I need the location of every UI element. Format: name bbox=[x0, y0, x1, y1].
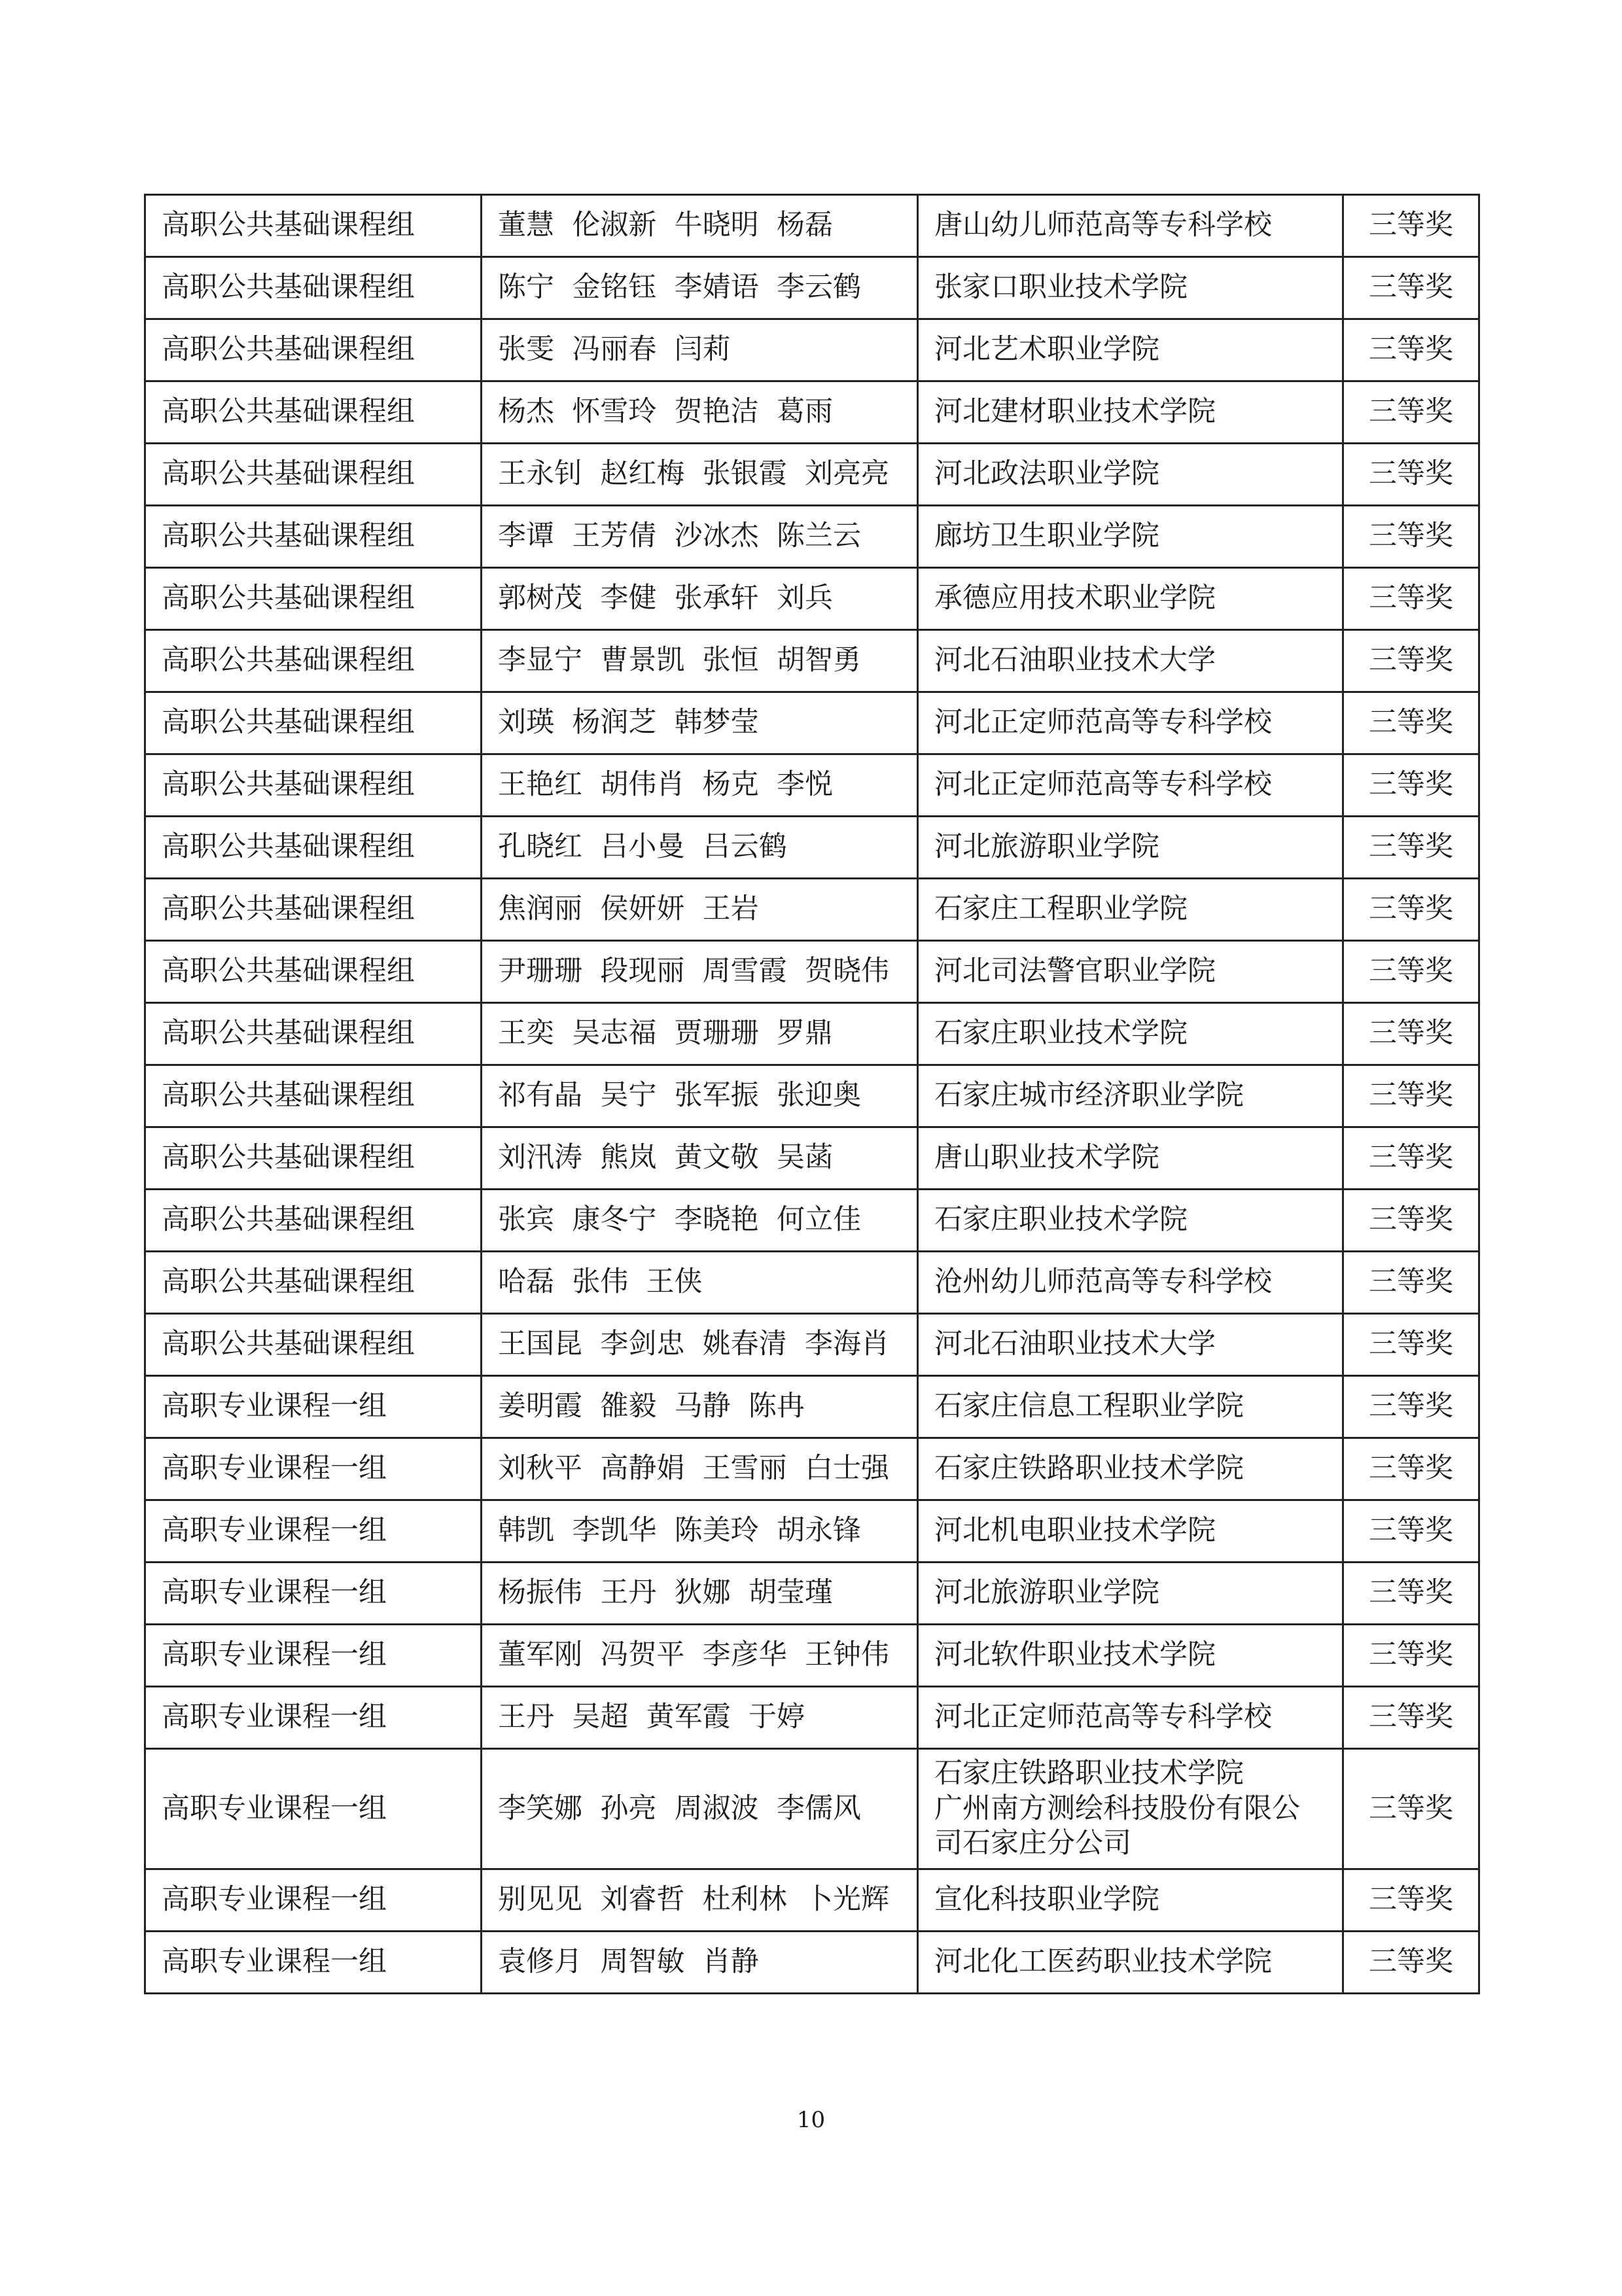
table-row bbox=[145, 1252, 1479, 1314]
group-cell: 高职公共基础课程组 bbox=[145, 941, 482, 1003]
group-cell: 高职公共基础课程组 bbox=[145, 506, 482, 568]
group-cell: 高职公共基础课程组 bbox=[145, 692, 482, 754]
members-cell: 韩凯 李凯华 陈美玲 胡永锋 bbox=[482, 1500, 918, 1563]
school-cell bbox=[918, 319, 1343, 381]
school-cell bbox=[918, 1190, 1343, 1252]
table-row bbox=[145, 1190, 1479, 1252]
school-name: 河北旅游职业学院 bbox=[934, 830, 1159, 864]
award-cell: 三等奖 bbox=[1343, 444, 1479, 506]
award-cell: 三等奖 bbox=[1343, 692, 1479, 754]
school-cell bbox=[918, 568, 1343, 630]
awards-table-body bbox=[145, 195, 1479, 1994]
table-row bbox=[145, 195, 1479, 257]
group-cell: 高职专业课程一组 bbox=[145, 1869, 482, 1932]
members-cell: 哈磊 张伟 王侠 bbox=[482, 1252, 918, 1314]
members-cell: 王永钊 赵红梅 张银霞 刘亮亮 bbox=[482, 444, 918, 506]
school-name: 宣化科技职业学院 bbox=[934, 1883, 1159, 1916]
award-cell: 三等奖 bbox=[1343, 754, 1479, 817]
award-cell: 三等奖 bbox=[1343, 1065, 1479, 1127]
group-cell: 高职公共基础课程组 bbox=[145, 879, 482, 941]
group-cell: 高职公共基础课程组 bbox=[145, 257, 482, 319]
group-cell: 高职公共基础课程组 bbox=[145, 319, 482, 381]
school-name: 唐山幼儿师范高等专科学校 bbox=[934, 209, 1272, 242]
school-cell bbox=[918, 941, 1343, 1003]
table-row bbox=[145, 1065, 1479, 1127]
members-cell: 李谭 王芳倩 沙冰杰 陈兰云 bbox=[482, 506, 918, 568]
school-cell bbox=[918, 1932, 1343, 1994]
table-row bbox=[145, 1625, 1479, 1687]
school-name: 河北化工医药职业技术学院 bbox=[934, 1945, 1272, 1979]
members-cell: 刘汛涛 熊岚 黄文敬 吴菡 bbox=[482, 1127, 918, 1190]
school-cell bbox=[918, 692, 1343, 754]
school-name: 沧州幼儿师范高等专科学校 bbox=[934, 1265, 1272, 1299]
school-name: 河北正定师范高等专科学校 bbox=[934, 1701, 1272, 1734]
school-name: 司石家庄分公司 bbox=[934, 1827, 1131, 1860]
table-row bbox=[145, 754, 1479, 817]
members-cell: 焦润丽 侯妍妍 王岩 bbox=[482, 879, 918, 941]
school-cell bbox=[918, 1127, 1343, 1190]
table-row bbox=[145, 506, 1479, 568]
award-cell: 三等奖 bbox=[1343, 506, 1479, 568]
school-cell bbox=[918, 381, 1343, 444]
table-row bbox=[145, 1563, 1479, 1625]
school-cell bbox=[918, 444, 1343, 506]
awards-table bbox=[144, 194, 1480, 1994]
award-cell: 三等奖 bbox=[1343, 817, 1479, 879]
award-cell: 三等奖 bbox=[1343, 941, 1479, 1003]
members-cell: 杨杰 怀雪玲 贺艳洁 葛雨 bbox=[482, 381, 918, 444]
table-row bbox=[145, 692, 1479, 754]
school-cell bbox=[918, 1065, 1343, 1127]
school-cell bbox=[918, 1376, 1343, 1438]
school-name: 广州南方测绘科技股份有限公 bbox=[934, 1792, 1300, 1825]
group-cell: 高职公共基础课程组 bbox=[145, 1190, 482, 1252]
table-row bbox=[145, 1932, 1479, 1994]
group-cell: 高职专业课程一组 bbox=[145, 1438, 482, 1500]
members-cell: 王艳红 胡伟肖 杨克 李悦 bbox=[482, 754, 918, 817]
group-cell: 高职公共基础课程组 bbox=[145, 195, 482, 257]
award-cell: 三等奖 bbox=[1343, 1625, 1479, 1687]
school-cell bbox=[918, 195, 1343, 257]
group-cell: 高职公共基础课程组 bbox=[145, 1252, 482, 1314]
school-cell bbox=[918, 1869, 1343, 1932]
group-cell: 高职专业课程一组 bbox=[145, 1749, 482, 1869]
school-cell bbox=[918, 1749, 1343, 1869]
table-row bbox=[145, 444, 1479, 506]
school-cell bbox=[918, 1500, 1343, 1563]
members-cell: 袁修月 周智敏 肖静 bbox=[482, 1932, 918, 1994]
award-cell: 三等奖 bbox=[1343, 1749, 1479, 1869]
school-cell bbox=[918, 506, 1343, 568]
table-row bbox=[145, 1687, 1479, 1749]
table-row bbox=[145, 1438, 1479, 1500]
award-cell: 三等奖 bbox=[1343, 879, 1479, 941]
table-row bbox=[145, 1500, 1479, 1563]
school-name: 河北机电职业技术学院 bbox=[934, 1514, 1216, 1547]
school-name: 河北建材职业技术学院 bbox=[934, 395, 1216, 429]
school-name: 河北正定师范高等专科学校 bbox=[934, 706, 1272, 739]
award-cell: 三等奖 bbox=[1343, 568, 1479, 630]
table-row bbox=[145, 1376, 1479, 1438]
members-cell: 陈宁 金铭钰 李婧语 李云鹤 bbox=[482, 257, 918, 319]
school-name: 石家庄城市经济职业学院 bbox=[934, 1079, 1244, 1112]
members-cell: 董慧 伦淑新 牛晓明 杨磊 bbox=[482, 195, 918, 257]
school-cell bbox=[918, 257, 1343, 319]
table-row bbox=[145, 1003, 1479, 1065]
members-cell: 李笑娜 孙亮 周淑波 李儒风 bbox=[482, 1749, 918, 1869]
members-cell: 王丹 吴超 黄军霞 于婷 bbox=[482, 1687, 918, 1749]
award-cell: 三等奖 bbox=[1343, 1869, 1479, 1932]
table-row bbox=[145, 1127, 1479, 1190]
school-name: 河北政法职业学院 bbox=[934, 457, 1159, 491]
school-name: 河北正定师范高等专科学校 bbox=[934, 768, 1272, 802]
table-row bbox=[145, 568, 1479, 630]
award-cell: 三等奖 bbox=[1343, 1438, 1479, 1500]
members-cell: 孔晓红 吕小曼 吕云鹤 bbox=[482, 817, 918, 879]
award-cell: 三等奖 bbox=[1343, 195, 1479, 257]
table-row bbox=[145, 817, 1479, 879]
group-cell: 高职公共基础课程组 bbox=[145, 1003, 482, 1065]
school-name: 河北旅游职业学院 bbox=[934, 1576, 1159, 1610]
group-cell: 高职专业课程一组 bbox=[145, 1625, 482, 1687]
members-cell: 刘瑛 杨润芝 韩梦莹 bbox=[482, 692, 918, 754]
members-cell: 郭树茂 李健 张承轩 刘兵 bbox=[482, 568, 918, 630]
school-cell bbox=[918, 1625, 1343, 1687]
award-cell: 三等奖 bbox=[1343, 1563, 1479, 1625]
members-cell: 张宾 康冬宁 李晓艳 何立佳 bbox=[482, 1190, 918, 1252]
members-cell: 刘秋平 高静娟 王雪丽 白士强 bbox=[482, 1438, 918, 1500]
award-cell: 三等奖 bbox=[1343, 319, 1479, 381]
school-name: 石家庄铁路职业技术学院 bbox=[934, 1452, 1244, 1485]
award-cell: 三等奖 bbox=[1343, 1252, 1479, 1314]
table-row bbox=[145, 381, 1479, 444]
table-row bbox=[145, 879, 1479, 941]
school-name: 石家庄工程职业学院 bbox=[934, 892, 1188, 926]
school-cell bbox=[918, 1252, 1343, 1314]
award-cell: 三等奖 bbox=[1343, 257, 1479, 319]
award-cell: 三等奖 bbox=[1343, 1687, 1479, 1749]
school-cell bbox=[918, 630, 1343, 692]
page-number: 10 bbox=[796, 2107, 826, 2133]
table-row bbox=[145, 257, 1479, 319]
members-cell: 李显宁 曹景凯 张恒 胡智勇 bbox=[482, 630, 918, 692]
school-name: 河北艺术职业学院 bbox=[934, 333, 1159, 366]
group-cell: 高职公共基础课程组 bbox=[145, 1127, 482, 1190]
group-cell: 高职公共基础课程组 bbox=[145, 1314, 482, 1376]
members-cell: 王国昆 李剑忠 姚春清 李海肖 bbox=[482, 1314, 918, 1376]
award-cell: 三等奖 bbox=[1343, 1500, 1479, 1563]
table-row bbox=[145, 319, 1479, 381]
award-cell: 三等奖 bbox=[1343, 1190, 1479, 1252]
group-cell: 高职专业课程一组 bbox=[145, 1563, 482, 1625]
group-cell: 高职公共基础课程组 bbox=[145, 1065, 482, 1127]
award-cell: 三等奖 bbox=[1343, 1003, 1479, 1065]
award-cell: 三等奖 bbox=[1343, 1314, 1479, 1376]
members-cell: 董军刚 冯贺平 李彦华 王钟伟 bbox=[482, 1625, 918, 1687]
group-cell: 高职专业课程一组 bbox=[145, 1932, 482, 1994]
members-cell: 王奕 吴志福 贾珊珊 罗鼎 bbox=[482, 1003, 918, 1065]
school-name: 廊坊卫生职业学院 bbox=[934, 520, 1159, 553]
group-cell: 高职专业课程一组 bbox=[145, 1687, 482, 1749]
school-cell bbox=[918, 879, 1343, 941]
group-cell: 高职公共基础课程组 bbox=[145, 444, 482, 506]
school-name: 河北司法警官职业学院 bbox=[934, 955, 1216, 988]
school-name: 河北软件职业技术学院 bbox=[934, 1638, 1216, 1672]
table-row bbox=[145, 941, 1479, 1003]
school-cell bbox=[918, 1563, 1343, 1625]
table-row bbox=[145, 630, 1479, 692]
school-name: 河北石油职业技术大学 bbox=[934, 1328, 1216, 1361]
group-cell: 高职专业课程一组 bbox=[145, 1376, 482, 1438]
group-cell: 高职公共基础课程组 bbox=[145, 568, 482, 630]
school-cell bbox=[918, 1314, 1343, 1376]
table-row bbox=[145, 1749, 1479, 1869]
school-name: 石家庄铁路职业技术学院 bbox=[934, 1756, 1244, 1790]
members-cell: 姜明霞 雒毅 马静 陈冉 bbox=[482, 1376, 918, 1438]
school-cell bbox=[918, 1687, 1343, 1749]
group-cell: 高职公共基础课程组 bbox=[145, 754, 482, 817]
school-name: 张家口职业技术学院 bbox=[934, 271, 1188, 304]
group-cell: 高职公共基础课程组 bbox=[145, 817, 482, 879]
award-cell: 三等奖 bbox=[1343, 381, 1479, 444]
table-row bbox=[145, 1869, 1479, 1932]
school-name: 石家庄职业技术学院 bbox=[934, 1203, 1188, 1237]
group-cell: 高职专业课程一组 bbox=[145, 1500, 482, 1563]
award-cell: 三等奖 bbox=[1343, 1932, 1479, 1994]
school-cell bbox=[918, 754, 1343, 817]
award-cell: 三等奖 bbox=[1343, 1127, 1479, 1190]
school-name: 石家庄职业技术学院 bbox=[934, 1017, 1188, 1050]
school-cell bbox=[918, 1438, 1343, 1500]
group-cell: 高职公共基础课程组 bbox=[145, 630, 482, 692]
school-name: 河北石油职业技术大学 bbox=[934, 644, 1216, 677]
members-cell: 别见见 刘睿哲 杜利林 卜光辉 bbox=[482, 1869, 918, 1932]
school-name: 石家庄信息工程职业学院 bbox=[934, 1390, 1244, 1423]
members-cell: 张雯 冯丽春 闫莉 bbox=[482, 319, 918, 381]
group-cell: 高职公共基础课程组 bbox=[145, 381, 482, 444]
school-name: 唐山职业技术学院 bbox=[934, 1141, 1159, 1174]
school-name: 承德应用技术职业学院 bbox=[934, 582, 1216, 615]
award-cell: 三等奖 bbox=[1343, 630, 1479, 692]
school-cell bbox=[918, 1003, 1343, 1065]
members-cell: 尹珊珊 段现丽 周雪霞 贺晓伟 bbox=[482, 941, 918, 1003]
table-row bbox=[145, 1314, 1479, 1376]
award-cell: 三等奖 bbox=[1343, 1376, 1479, 1438]
school-cell bbox=[918, 817, 1343, 879]
members-cell: 杨振伟 王丹 狄娜 胡莹瑾 bbox=[482, 1563, 918, 1625]
members-cell: 祁有晶 吴宁 张军振 张迎奥 bbox=[482, 1065, 918, 1127]
